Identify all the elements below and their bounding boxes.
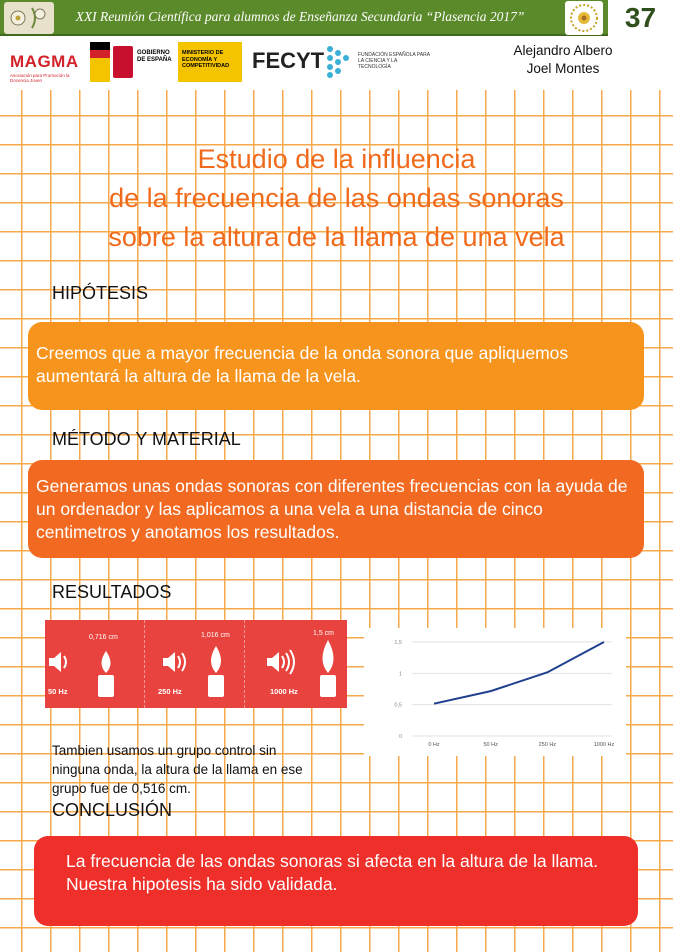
flame-height-label: 0,716 cm [89,634,118,641]
magma-logo: MAGMA Asociación para Promoción la Docencia Joven [10,52,79,83]
header-bar [0,0,673,36]
metodo-heading: MÉTODO Y MATERIAL [52,429,241,449]
hipotesis-heading: HIPÓTESIS [52,283,149,303]
x-tick-label: 50 Hz [483,742,498,748]
gobierno-logo: GOBIERNO DE ESPAÑA MINISTERIO DE ECONOMÍA Y COMPETITIVIDAD [90,42,242,82]
metodo-box: Generamos unas ondas sonoras con diferentes frecuencias con la ayuda de un ordenador y las aplicamos a una vela a una distancia de cinco centimetros y anotamos los resultados. [28,460,644,558]
author-2: Joel Montes [526,61,600,76]
coat-of-arms-icon [113,46,133,78]
control-group-text: Tambien usamos un grupo control sin ninguna onda, la altura de la llama en ese grupo fue de 0,516 cm. [52,743,303,796]
header-title: XXI Reunión Científica para alumnos de Enseñanza Secundaria “Plasencia 2017” [75,9,525,24]
author-1: Alejandro Albero [513,43,613,58]
y-tick-label: 1 [398,671,402,678]
y-tick-label: 0 [398,734,402,740]
results-infographic [45,620,347,708]
poster-title: Estudio de la influencia de la frecuencia de las ondas sonoras sobre la altura de la llama de una vela [108,144,565,252]
result-cell-1000hz [245,620,347,708]
fecyt-logo: FECYT FUNDACIÓN ESPAÑOLA PARA LA CIENCIA Y LA TECNOLOGÍA [252,42,432,82]
x-tick-label: 0 Hz [428,742,440,748]
flame-height-label: 1,016 cm [201,632,230,639]
resultados-heading: RESULTADOS [52,582,172,602]
conclusion-box: La frecuencia de las ondas sonoras si afecta en la altura de la llama. Nuestra hipotesis ha sido validada. [34,836,638,926]
sponsor-logos [0,36,673,90]
conclusion-heading: CONCLUSIÓN [52,800,173,820]
result-cell-50hz [45,620,145,708]
y-tick-label: 1,5 [394,640,402,646]
frequency-label: 250 Hz [158,687,182,696]
flame-height-label: 1,5 cm [313,630,335,637]
authors [468,42,658,78]
line-chart [364,628,626,756]
fecyt-dots-icon [324,44,352,80]
hipotesis-box: Creemos que a mayor frecuencia de la onda sonora que apliquemos aumentará la altura de la llama de la vela. [28,322,644,410]
spain-flag-icon [90,42,110,82]
y-tick-label: 0,5 [394,702,402,709]
x-tick-label: 1000 Hz [593,742,615,748]
x-tick-label: 250 Hz [538,742,557,748]
poster-number: 37 [608,0,673,36]
result-cell-250hz [145,620,245,708]
flower-logo-icon [4,2,54,34]
seal-logo-icon [565,1,603,35]
frequency-label: 50 Hz [48,687,68,696]
frequency-label: 1000 Hz [270,687,298,696]
